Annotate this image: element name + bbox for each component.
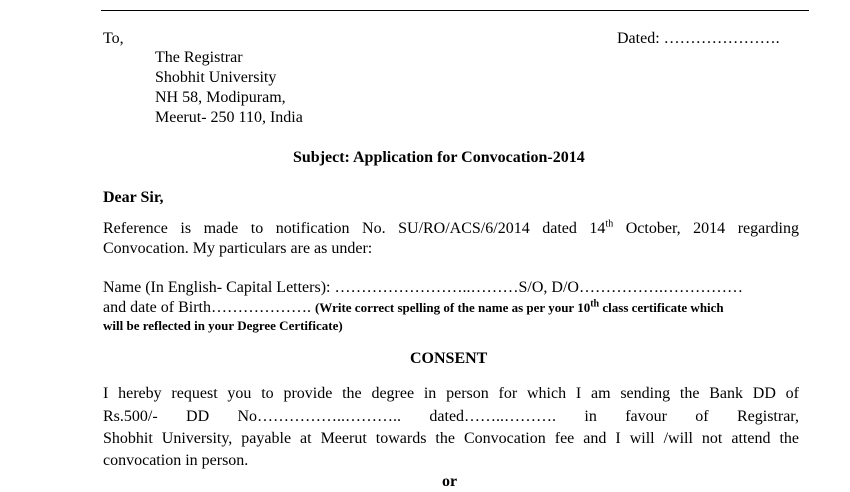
spelling-note <box>315 300 724 315</box>
address-line-2: Shobhit University <box>155 69 277 86</box>
spelling-note-a: (Write correct spelling of the name as per your 10 <box>314 300 591 315</box>
dated-field: Dated: …………………. <box>617 30 780 47</box>
spelling-note-b: class certificate which <box>599 300 724 315</box>
consent-heading: CONSENT <box>410 350 488 367</box>
address-line-1: The Registrar <box>155 49 243 66</box>
reference-sup: th <box>605 218 614 230</box>
salutation: Dear Sir, <box>103 189 164 206</box>
address-line-3: NH 58, Modipuram, <box>155 89 286 106</box>
dob-field-line <box>103 298 724 318</box>
or-separator: or <box>442 473 458 490</box>
consent-line-2: Rs.500/- DD No……………..……….. dated……..………. in favour of Registrar, <box>103 408 799 425</box>
top-rule <box>101 10 809 11</box>
address-line-4: Meerut- 250 110, India <box>155 109 303 126</box>
reference-text-b: October, 2014 regarding <box>613 220 799 237</box>
consent-line-3: Shobhit University, payable at Meerut towards the Convocation fee and I will /will not attend the <box>103 430 799 447</box>
reference-text-a: Reference is made to notification No. SU/RO/ACS/6/2014 dated 14 <box>103 220 606 237</box>
reference-line-2: Convocation. My particulars are as under: <box>103 240 373 257</box>
subject-line: Subject: Application for Convocation-2014 <box>293 149 585 166</box>
spelling-note-line-2: will be reflected in your Degree Certificate) <box>103 318 343 333</box>
consent-line-1: I hereby request you to provide the degree in person for which I am sending the Bank DD of <box>103 385 799 402</box>
to-label: To, <box>103 30 124 47</box>
consent-line-4: convocation in person. <box>103 452 249 469</box>
reference-line-1 <box>103 219 799 239</box>
name-field-line: Name (In English- Capital Letters): ……………………..………S/O, D/O…………….…………… <box>103 279 743 296</box>
dob-text: and date of Birth………………. <box>103 299 315 316</box>
spelling-note-sup: th <box>590 298 600 310</box>
